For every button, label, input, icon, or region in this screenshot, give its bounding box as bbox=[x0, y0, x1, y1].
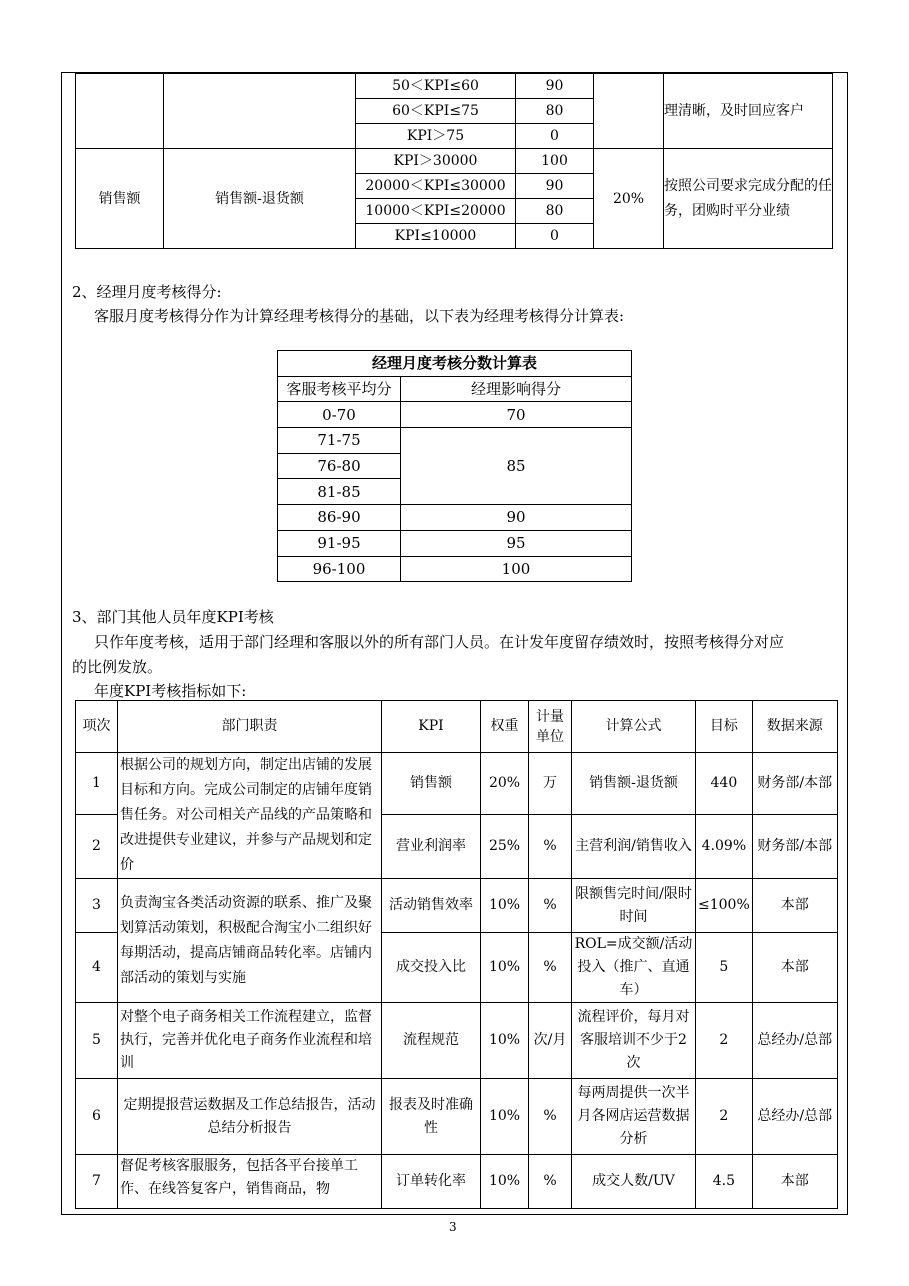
table-row bbox=[278, 530, 632, 556]
range-cell: KPI＞30000 bbox=[356, 149, 516, 174]
avg-cell: 86-90 bbox=[278, 505, 401, 531]
kpi-cell: 成交投入比 bbox=[382, 933, 481, 1003]
manager-score-table bbox=[277, 350, 632, 582]
page-number: 3 bbox=[449, 1220, 457, 1234]
kpi-cell: 活动销售效率 bbox=[382, 879, 481, 933]
source-cell: 本部 bbox=[752, 879, 837, 933]
kpi-cell: 营业利润率 bbox=[382, 815, 481, 879]
unit-cell: % bbox=[529, 815, 572, 879]
section2-body: 客服月度考核得分作为计算经理考核得分的基础，以下表为经理考核得分计算表: bbox=[94, 307, 625, 325]
weight-cell: 20% bbox=[481, 753, 529, 815]
table-row bbox=[278, 556, 632, 582]
weight-cell: 10% bbox=[481, 1079, 529, 1155]
table-header-row bbox=[76, 701, 838, 753]
avg-cell: 76-80 bbox=[278, 453, 401, 479]
score-cell: 80 bbox=[516, 199, 594, 224]
score-cell: 90 bbox=[516, 74, 594, 99]
score-cell: 0 bbox=[516, 224, 594, 249]
avg-cell: 81-85 bbox=[278, 479, 401, 505]
source-cell: 总经办/总部 bbox=[752, 1003, 837, 1079]
annual-kpi-table bbox=[75, 700, 838, 1209]
score-cell: 95 bbox=[401, 530, 632, 556]
unit-cell: % bbox=[529, 933, 572, 1003]
table-row bbox=[278, 505, 632, 531]
column-header: 目标 bbox=[696, 701, 753, 753]
table-row bbox=[76, 1079, 838, 1155]
table-row bbox=[76, 74, 833, 99]
responsibility-cell: 对整个电子商务相关工作流程建立，监督执行，完善并优化电子商务作业流程和培训 bbox=[118, 1003, 382, 1079]
column-header: 部门职责 bbox=[118, 701, 382, 753]
kpi-scoring-table bbox=[75, 73, 833, 249]
formula-cell: 每两周提供一次半月各网店运营数据分析 bbox=[572, 1079, 696, 1155]
section3-body-line2: 的比例发放。 bbox=[72, 658, 163, 676]
column-header: 计量单位 bbox=[529, 701, 572, 753]
source-cell: 总经办/总部 bbox=[752, 1079, 837, 1155]
indicator-cell: 销售额 bbox=[76, 149, 164, 249]
remark-cell: 按照公司要求完成分配的任务，团购时平分业绩 bbox=[664, 149, 833, 249]
section3-intro: 年度KPI考核指标如下: bbox=[94, 682, 247, 700]
score-cell: 85 bbox=[401, 428, 632, 505]
target-cell: ≤100% bbox=[696, 879, 753, 933]
avg-cell: 96-100 bbox=[278, 556, 401, 582]
weight-cell bbox=[594, 74, 664, 149]
formula-cell: ROL=成交额/活动投入（推广、直通车） bbox=[572, 933, 696, 1003]
table-row bbox=[76, 753, 838, 815]
unit-cell: % bbox=[529, 1155, 572, 1209]
avg-cell: 71-75 bbox=[278, 428, 401, 454]
formula-cell: 销售额-退货额 bbox=[572, 753, 696, 815]
target-cell: 4.5 bbox=[696, 1155, 753, 1209]
table-row bbox=[76, 1003, 838, 1079]
range-cell: KPI≤10000 bbox=[356, 224, 516, 249]
section3-body-line1: 只作年度考核，适用于部门经理和客服以外的所有部门人员。在计发年度留存绩效时，按照考核得分对应 bbox=[94, 633, 785, 651]
avg-cell: 91-95 bbox=[278, 530, 401, 556]
item-no: 3 bbox=[76, 879, 118, 933]
item-no: 4 bbox=[76, 933, 118, 1003]
column-header: 数据来源 bbox=[752, 701, 837, 753]
formula-cell: 成交人数/UV bbox=[572, 1155, 696, 1209]
unit-cell: 次/月 bbox=[529, 1003, 572, 1079]
range-cell: 10000＜KPI≤20000 bbox=[356, 199, 516, 224]
item-no: 7 bbox=[76, 1155, 118, 1209]
column-header: 项次 bbox=[76, 701, 118, 753]
score-cell: 100 bbox=[401, 556, 632, 582]
target-cell: 2 bbox=[696, 1003, 753, 1079]
responsibility-cell: 定期提报营运数据及工作总结报告，活动总结分析报告 bbox=[118, 1079, 382, 1155]
definition-cell bbox=[164, 74, 356, 149]
kpi-cell: 订单转化率 bbox=[382, 1155, 481, 1209]
table-title: 经理月度考核分数计算表 bbox=[278, 351, 632, 377]
weight-cell: 25% bbox=[481, 815, 529, 879]
target-cell: 4.09% bbox=[696, 815, 753, 879]
source-cell: 财务部/本部 bbox=[752, 815, 837, 879]
score-cell: 90 bbox=[401, 505, 632, 531]
column-header: 客服考核平均分 bbox=[278, 376, 401, 402]
target-cell: 2 bbox=[696, 1079, 753, 1155]
weight-cell: 10% bbox=[481, 933, 529, 1003]
section3-heading: 3、部门其他人员年度KPI考核 bbox=[72, 608, 274, 626]
score-cell: 100 bbox=[516, 149, 594, 174]
range-cell: KPI＞75 bbox=[356, 124, 516, 149]
table-title-row bbox=[278, 351, 632, 377]
table-row bbox=[76, 149, 833, 174]
range-cell: 50＜KPI≤60 bbox=[356, 74, 516, 99]
responsibility-cell: 根据公司的规划方向，制定出店铺的发展目标和方向。完成公司制定的店铺年度销售任务。对公司相关产品线的产品策略和改进提供专业建议，并参与产品规划和定价 bbox=[118, 753, 382, 879]
kpi-cell: 销售额 bbox=[382, 753, 481, 815]
formula-cell: 限额售完时间/限时时间 bbox=[572, 879, 696, 933]
unit-cell: % bbox=[529, 1079, 572, 1155]
source-cell: 本部 bbox=[752, 1155, 837, 1209]
avg-cell: 0-70 bbox=[278, 402, 401, 428]
weight-cell: 10% bbox=[481, 1003, 529, 1079]
definition-cell: 销售额-退货额 bbox=[164, 149, 356, 249]
item-no: 5 bbox=[76, 1003, 118, 1079]
source-cell: 本部 bbox=[752, 933, 837, 1003]
table-header-row bbox=[278, 376, 632, 402]
score-cell: 0 bbox=[516, 124, 594, 149]
column-header: 计算公式 bbox=[572, 701, 696, 753]
item-no: 1 bbox=[76, 753, 118, 815]
section2-heading: 2、经理月度考核得分: bbox=[72, 283, 222, 301]
table-row bbox=[76, 879, 838, 933]
table-row bbox=[76, 1155, 838, 1209]
source-cell: 财务部/本部 bbox=[752, 753, 837, 815]
unit-cell: 万 bbox=[529, 753, 572, 815]
weight-cell: 10% bbox=[481, 879, 529, 933]
indicator-cell bbox=[76, 74, 164, 149]
kpi-cell: 流程规范 bbox=[382, 1003, 481, 1079]
remark-cell: 理清晰，及时回应客户 bbox=[664, 74, 833, 149]
kpi-cell: 报表及时准确性 bbox=[382, 1079, 481, 1155]
score-cell: 70 bbox=[401, 402, 632, 428]
score-cell: 90 bbox=[516, 174, 594, 199]
column-header: 经理影响得分 bbox=[401, 376, 632, 402]
target-cell: 440 bbox=[696, 753, 753, 815]
range-cell: 20000＜KPI≤30000 bbox=[356, 174, 516, 199]
weight-cell: 10% bbox=[481, 1155, 529, 1209]
target-cell: 5 bbox=[696, 933, 753, 1003]
column-header: KPI bbox=[382, 701, 481, 753]
range-cell: 60＜KPI≤75 bbox=[356, 99, 516, 124]
formula-cell: 流程评价，每月对客服培训不少于2次 bbox=[572, 1003, 696, 1079]
formula-cell: 主营利润/销售收入 bbox=[572, 815, 696, 879]
responsibility-cell: 负责淘宝各类活动资源的联系、推广及聚划算活动策划，积极配合淘宝小二组织好每期活动，提高店铺商品转化率。店铺内部活动的策划与实施 bbox=[118, 879, 382, 1003]
weight-cell: 20% bbox=[594, 149, 664, 249]
table-row bbox=[278, 402, 632, 428]
unit-cell: % bbox=[529, 879, 572, 933]
item-no: 6 bbox=[76, 1079, 118, 1155]
score-cell: 80 bbox=[516, 99, 594, 124]
column-header: 权重 bbox=[481, 701, 529, 753]
item-no: 2 bbox=[76, 815, 118, 879]
responsibility-cell: 督促考核客服服务，包括各平台接单工作、在线答复客户，销售商品，物 bbox=[118, 1155, 382, 1209]
table-row bbox=[278, 428, 632, 454]
